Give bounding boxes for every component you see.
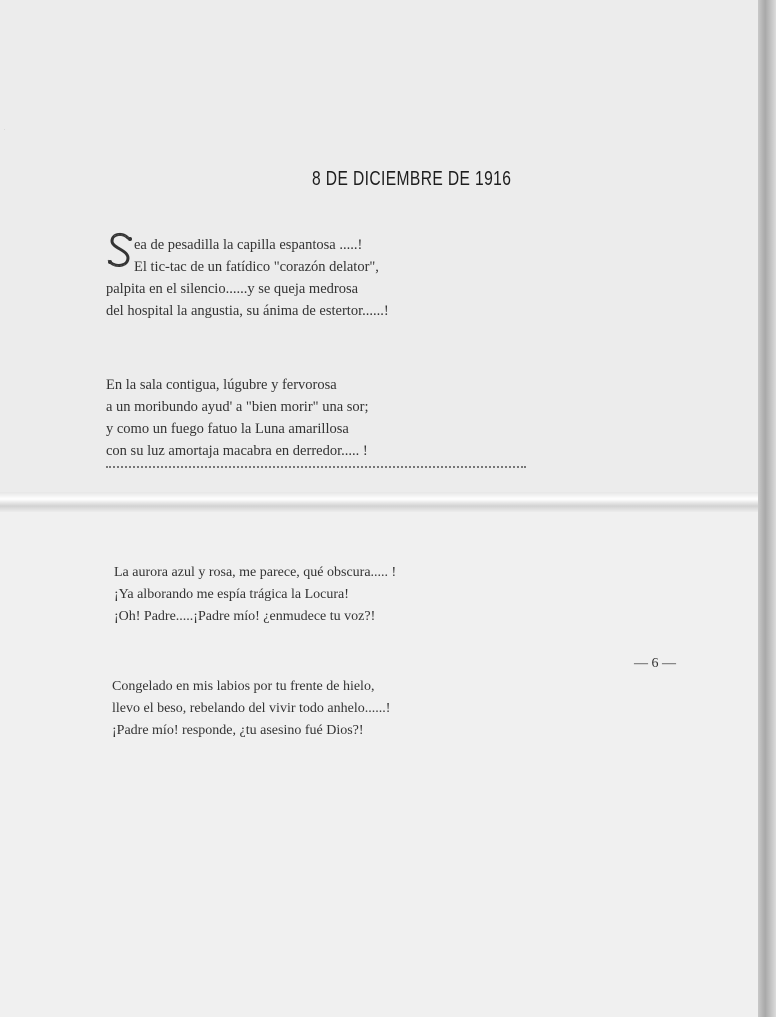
verse-line: llevo el beso, rebelando del vivir todo anhelo......!	[112, 701, 391, 716]
verse-line: palpita en el silencio......y se queja medrosa	[106, 281, 359, 297]
verse-line: Congelado en mis labios por tu frente de hielo,	[112, 679, 375, 694]
verse-line: En la sala contigua, lúgubre y fervorosa	[106, 377, 337, 393]
page-fold	[0, 492, 758, 512]
dotted-separator	[106, 466, 526, 468]
verse-line: ¡Ya alborando me espía trágica la Locura!	[114, 587, 349, 602]
dropcap-letter: S	[4, 130, 5, 131]
stanza-4	[112, 676, 390, 742]
verse-line: La aurora azul y rosa, me parece, qué obscura..... !	[114, 565, 397, 580]
verse-line: ea de pesadilla la capilla espantosa .....!	[134, 237, 363, 253]
verse-line: y como un fuego fatuo la Luna amarillosa	[106, 421, 349, 437]
verse-line: ¡Padre mío! responde, ¿tu asesino fué Dios?!	[112, 723, 364, 738]
stanza-2	[106, 374, 369, 462]
verse-line: del hospital la angustia, su ánima de estertor......!	[106, 303, 389, 319]
verse-line: ¡Oh! Padre.....¡Padre mío! ¿enmudece tu voz?!	[114, 609, 376, 624]
stanza-1	[106, 234, 389, 322]
page-edge-shadow	[758, 0, 776, 1017]
verse-line: con su luz amortaja macabra en derredor..... !	[106, 443, 368, 459]
verse-line: El tic-tac de un fatídico "corazón delator",	[134, 259, 379, 275]
page-number: — 6 —	[634, 656, 676, 671]
verse-line: a un moribundo ayud' a "bien morir" una sor;	[106, 399, 369, 415]
stanza-3	[114, 562, 396, 628]
page-title: 8 DE DICIEMBRE DE 1916	[312, 168, 512, 190]
